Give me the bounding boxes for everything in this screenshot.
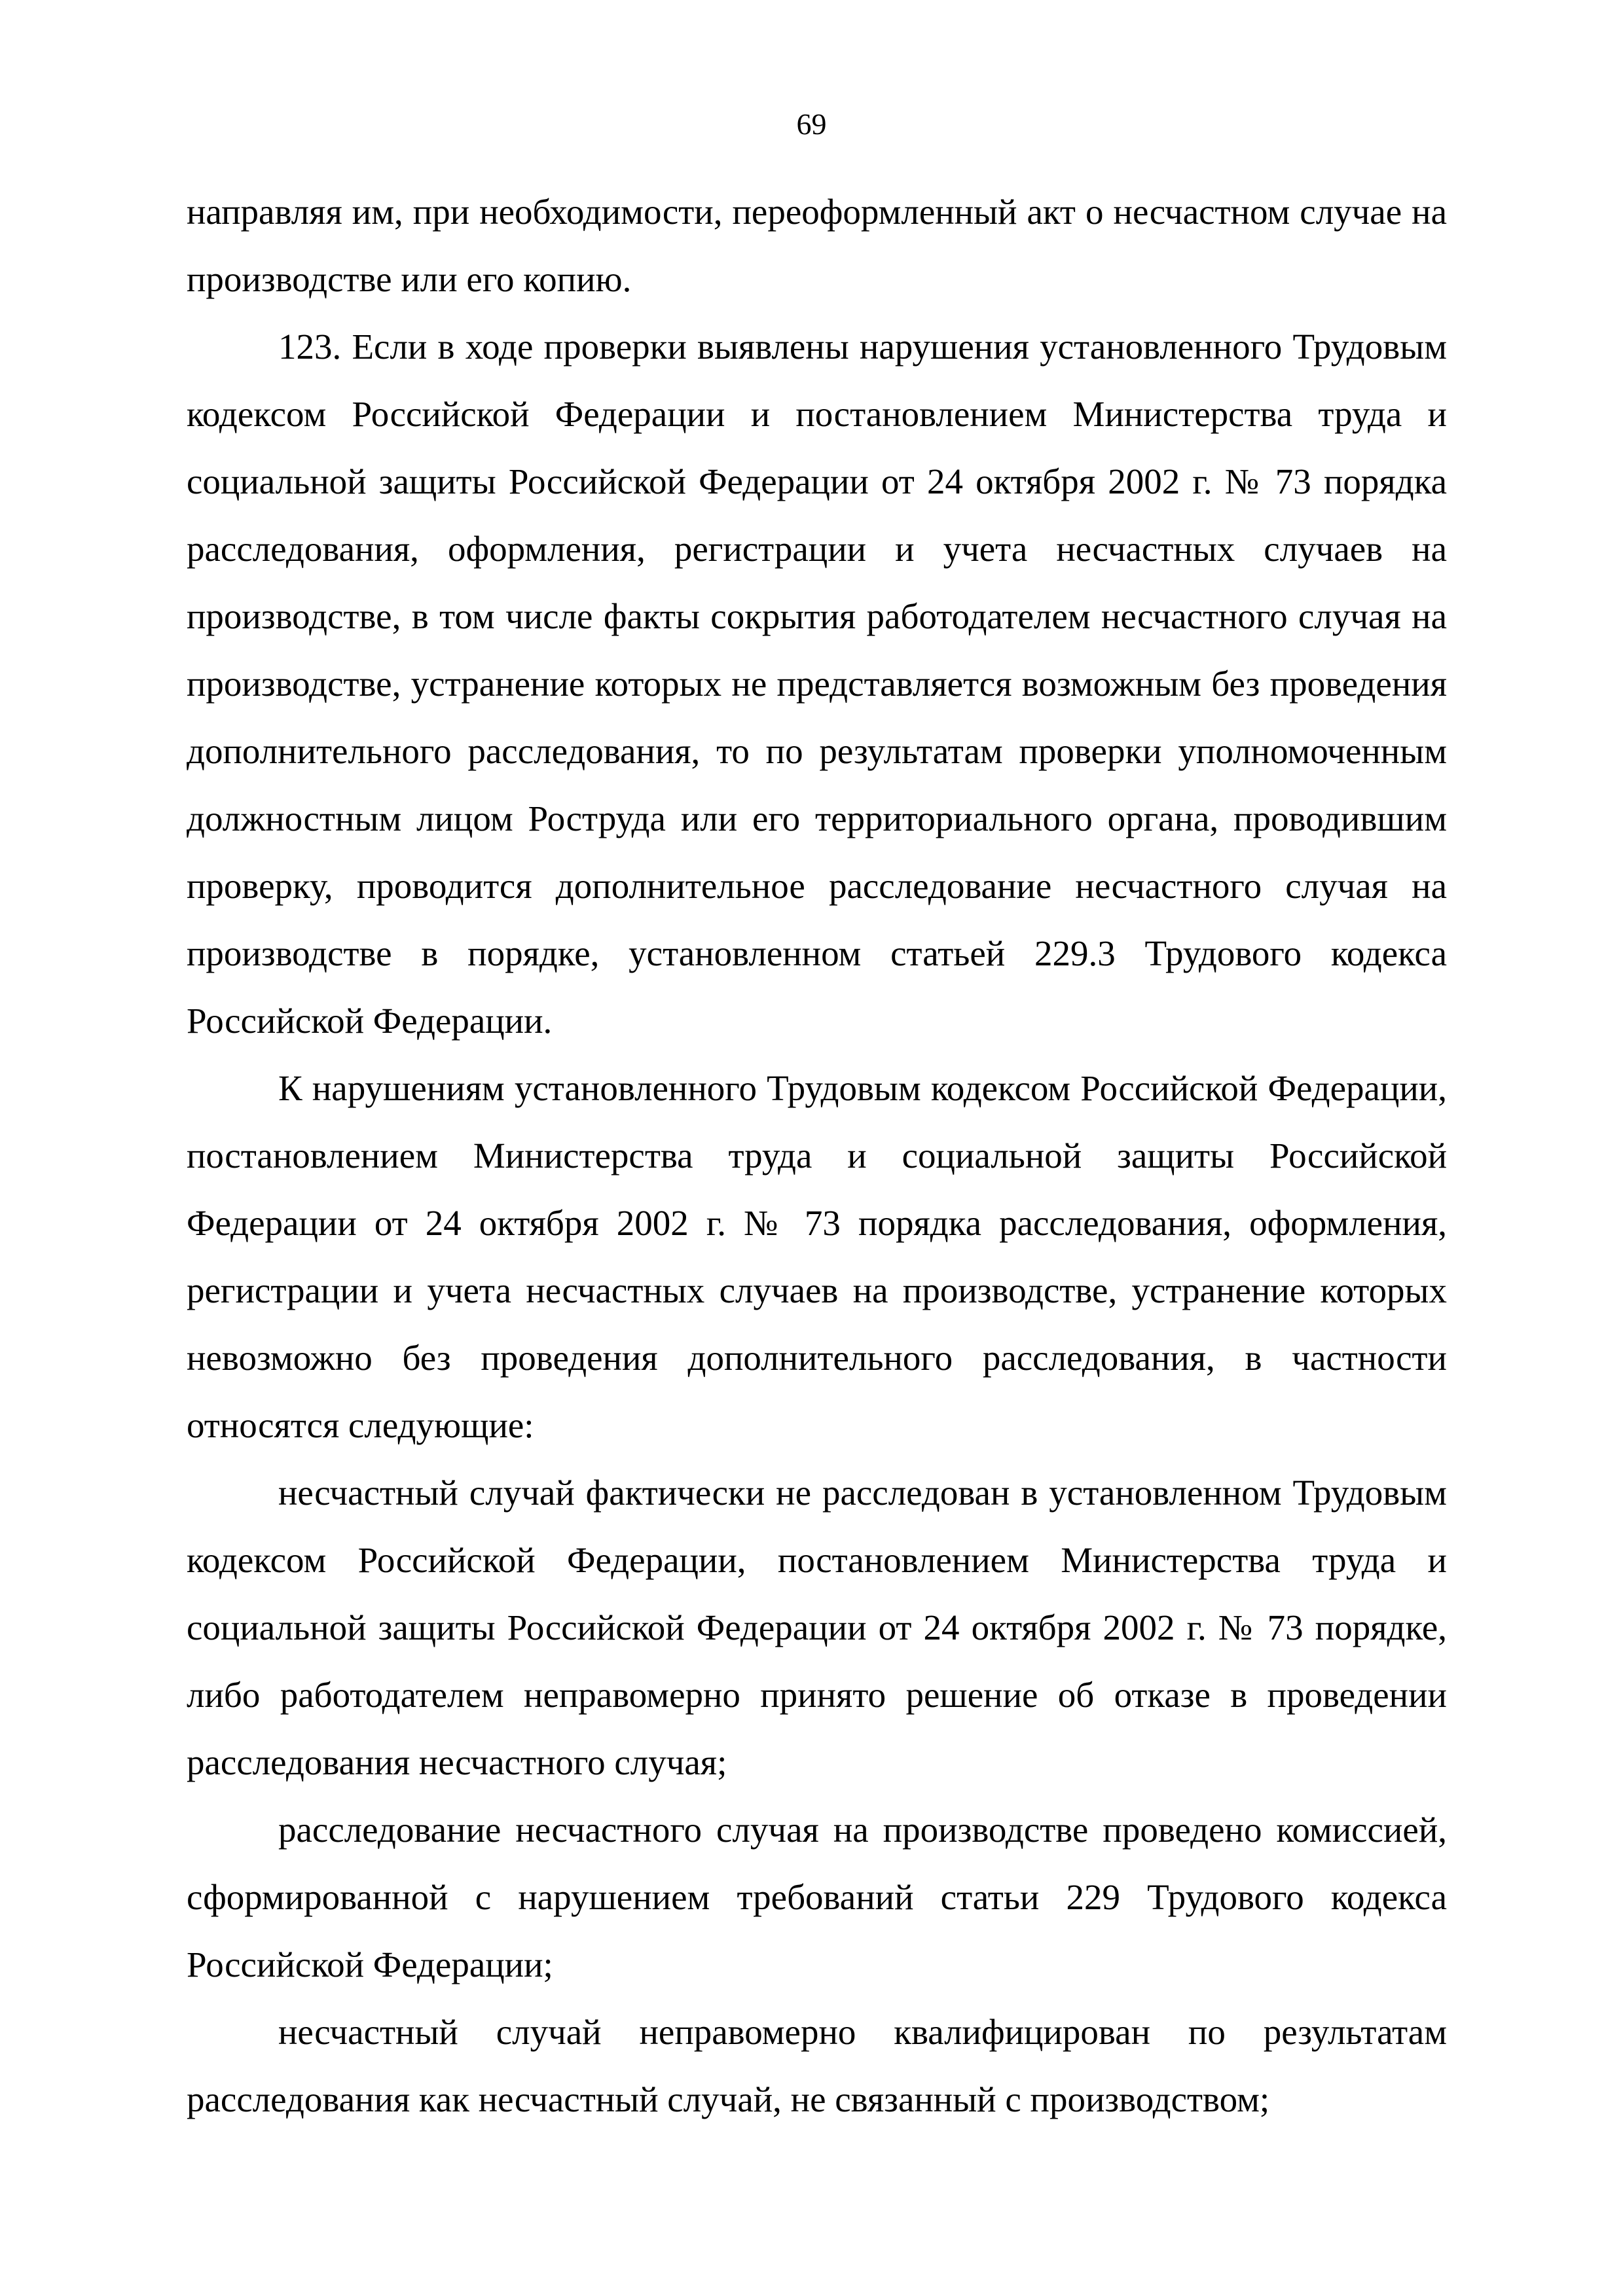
list-item-wrong-qualification: несчастный случай неправомерно квалифицирован по результатам расследования как несчастный случай, не связанный с производством; [187,2012,1447,2119]
page-number: 69 [796,107,827,141]
paragraph-continuation: направляя им, при необходимости, переоформленный акт о несчастном случае на производстве или его копию. [187,192,1447,299]
list-item-commission-violation: расследование несчастного случая на производстве проведено комиссией, сформированной с нарушением требований статьи 229 Трудового кодекса Российской Федерации; [187,1810,1447,1984]
document-body [187,178,1447,2133]
list-item-not-investigated: несчастный случай фактически не расследован в установленном Трудовым кодексом Российской Федерации, постановлением Министерства труда и социальной защиты Российской Федерации от 24 октября 2002 г. № 73 порядке, либо работодателем неправомерно принято решение об отказе в проведении расследования несчастного случая; [187,1473,1447,1782]
paragraph-item-123: 123. Если в ходе проверки выявлены нарушения установленного Трудовым кодексом Российской Федерации и постановлением Министерства труда и социальной защиты Российской Федерации от 24 октября 2002 г. № 73 порядка расследования, оформления, регистрации и учета несчастных случаев на производстве, в том числе факты сокрытия работодателем несчастного случая на производстве, устранение которых не представляется возможным без проведения дополнительного расследования, то по результатам проверки уполномоченным должностным лицом Роструда или его территориального органа, проводившим проверку, проводится дополнительное расследование несчастного случая на производстве в порядке, установленном статьей 229.3 Трудового кодекса Российской Федерации. [187,327,1447,1041]
paragraph-violations-intro: К нарушениям установленного Трудовым кодексом Российской Федерации, постановлением Министерства труда и социальной защиты Российской Федерации от 24 октября 2002 г. № 73 порядка расследования, оформления, регистрации и учета несчастных случаев на производстве, устранение которых невозможно без проведения дополнительного расследования, в частности относятся следующие: [187,1068,1447,1445]
